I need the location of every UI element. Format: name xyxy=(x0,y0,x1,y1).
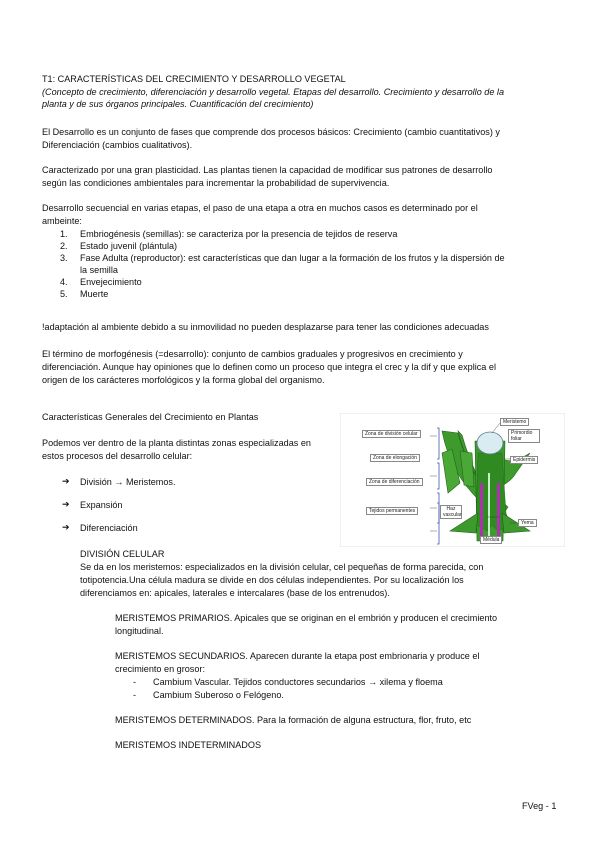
stages-list xyxy=(60,228,560,300)
paragraph-line: totipotencia.Una célula madura se divide en dos células independientes. Por su localización los xyxy=(80,575,464,585)
paragraph-line: El término de morfogénesis (=desarrollo): conjunto de cambios graduales y progresivos en crecimiento y xyxy=(42,349,463,359)
list-item: 1. Embriogénesis (semillas): se caracteriza por la presencia de tejidos de reserva xyxy=(60,229,398,239)
label-primordio: Primordio foliar xyxy=(508,429,540,443)
meristem-secondary: MERISTEMOS SECUNDARIOS. Aparecen durante la etapa post embrionaria y produce el xyxy=(115,651,480,661)
paragraph-line: Podemos ver dentro de la planta distintas zonas especializadas en xyxy=(42,438,311,448)
meristem-primary: MERISTEMOS PRIMARIOS. Apicales que se originan en el embrión y producen el crecimiento xyxy=(115,613,498,623)
list-item: 4. Envejecimiento xyxy=(60,277,142,287)
division-title: DIVISIÓN CELULAR xyxy=(80,549,165,559)
paragraph-line: longitudinal. xyxy=(115,626,164,636)
label-haz: Haz vascular xyxy=(440,505,462,519)
paragraph-line: Diferenciación (cambios cualitativos). xyxy=(42,140,193,150)
list-item: 3. Fase Adulta (reproductor): est características que dan lugar a la formación de los frutos y la dispersión de xyxy=(60,253,505,263)
section-title: Características Generales del Crecimiento en Plantas xyxy=(42,412,259,422)
meristem-indetermined: MERISTEMOS INDETERMINADOS xyxy=(115,740,262,750)
dash-bullet: - xyxy=(133,677,137,687)
label-medula: Médula xyxy=(480,536,502,544)
label-zona-elongacion: Zona de elongación xyxy=(370,454,420,462)
arrow-icon: ➔ xyxy=(62,522,70,532)
label-zona-diferenciacion: Zona de diferenciación xyxy=(366,478,423,486)
arrow-icon: ➔ xyxy=(62,476,70,486)
label-zona-division: Zona de división celular xyxy=(362,430,421,438)
paragraph-line: Caracterizado por una gran plasticidad. Las plantas tienen la capacidad de modificar sus patrones de desarrollo xyxy=(42,165,493,175)
paragraph-line: diferenciación. Aunque hay opiniones que lo definen como un proceso que integra el crec y la dif y que explica el xyxy=(42,362,496,372)
document-subtitle: (Concepto de crecimiento, diferenciación y desarrollo vegetal. Etapas del desarrollo. Crecimiento y desarrollo de la xyxy=(42,87,504,97)
paragraph-line: crecimiento en grosor: xyxy=(115,664,205,674)
document-subtitle: planta y de sus órganos principales. Cuantificación del crecimiento) xyxy=(42,99,314,109)
bullet-item: Expansión xyxy=(80,500,123,510)
paragraph-line: diferenciamos en: apicales, laterales e intercalares (base de los entrenudos). xyxy=(80,588,390,598)
list-item: 5. Muerte xyxy=(60,289,109,299)
document-title: T1: CARACTERÍSTICAS DEL CRECIMIENTO Y DESARROLLO VEGETAL xyxy=(42,74,346,84)
paragraph-line: El Desarrollo es un conjunto de fases que comprende dos procesos básicos: Crecimiento (cambio cuantitativos) y xyxy=(42,127,500,137)
paragraph-line: Desarrollo secuencial en varias etapas, el paso de una etapa a otra en muchos casos es determinado por el xyxy=(42,203,478,213)
bullet-item: Diferenciación xyxy=(80,523,138,533)
list-item: 2. Estado juvenil (plántula) xyxy=(60,241,178,251)
paragraph-line: origen de los carácteres morfológicos y la forma global del organismo. xyxy=(42,375,325,385)
label-epidermis: Epidermis xyxy=(510,456,538,464)
paragraph-line: !adaptación al ambiente debido a su inmovilidad no pueden desplazarse para tener las condiciones adecuadas xyxy=(42,322,489,332)
paragraph-line: Se da en los meristemos: especializados en la división celular, cel pequeñas de forma parecida, con xyxy=(80,562,484,572)
list-item: Cambium Suberoso o Felógeno. xyxy=(153,690,284,700)
list-item: la semilla xyxy=(80,265,118,275)
meristem-determined: MERISTEMOS DETERMINADOS. Para la formación de alguna estructura, flor, fruto, etc xyxy=(115,715,472,725)
bullet-item: División → Meristemos. xyxy=(80,477,176,487)
page-footer: FVeg - 1 xyxy=(522,801,557,811)
label-meristemo: Meristemo xyxy=(500,418,529,426)
dash-bullet: - xyxy=(133,690,137,700)
plant-apex-diagram xyxy=(340,413,565,547)
apical-dome xyxy=(477,432,503,454)
paragraph-line: estos procesos del desarrollo celular: xyxy=(42,451,193,461)
arrow-icon: ➔ xyxy=(62,499,70,509)
paragraph-line: según las condiciones ambientales para incrementar la probabilidad de supervivencia. xyxy=(42,178,390,188)
list-item: Cambium Vascular. Tejidos conductores secundarios → xilema y floema xyxy=(153,677,443,687)
label-yema: Yema xyxy=(518,519,537,527)
paragraph-line: ambeinte: xyxy=(42,216,82,226)
label-tejidos: Tejidos permanentes xyxy=(366,507,418,515)
